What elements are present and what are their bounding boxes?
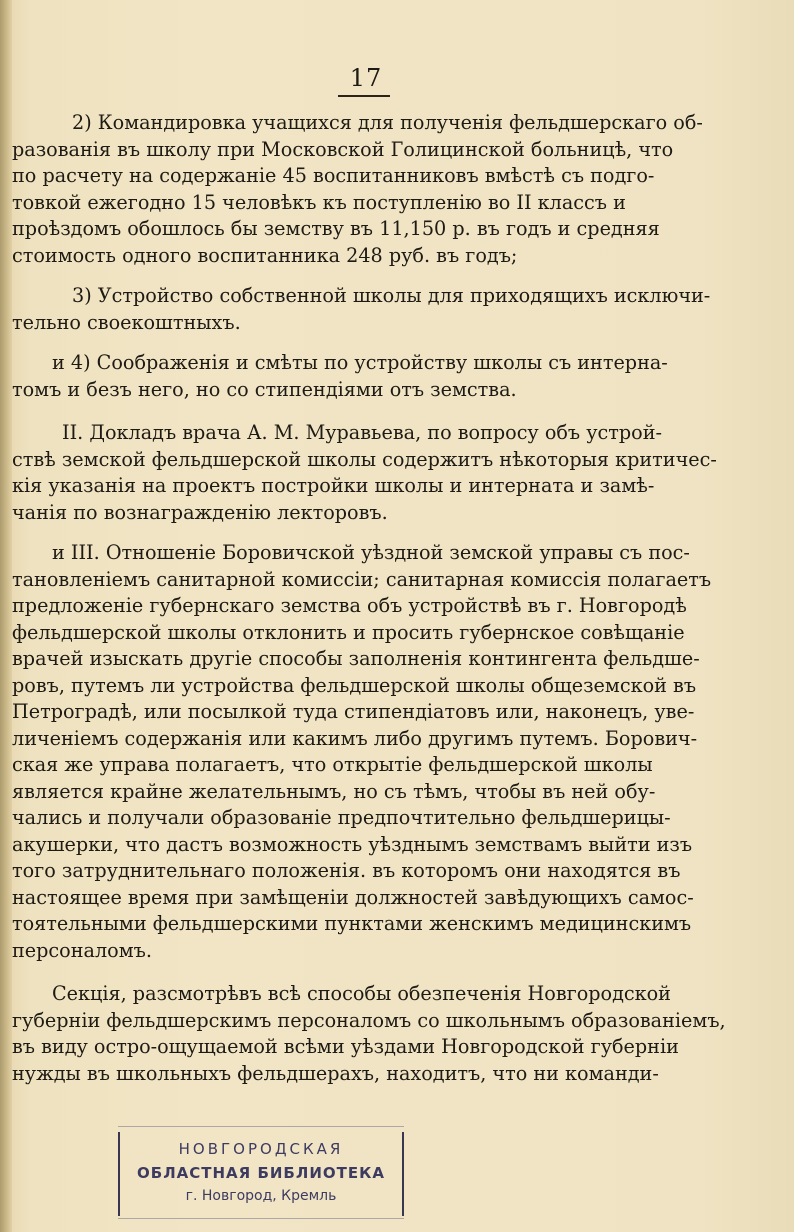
text-line: того затруднительнаго положенія. въ которомъ они находятся въ (12, 859, 681, 882)
stamp-line-3: г. Новгород, Кремль (185, 1188, 337, 1204)
text-line: врачей изыскать другіе способы заполненія контингента фельдше- (12, 647, 700, 670)
paragraph-item-4 (12, 350, 712, 403)
paragraph-section-2 (12, 420, 717, 526)
text-line: проѣздомъ обошлось бы земству въ 11,150 р. въ годъ и средняя (12, 217, 660, 240)
text-line: персоналомъ. (12, 938, 152, 962)
text-line: губерніи фельдшерскимъ персоналомъ со школьнымъ образованіемъ, (12, 1008, 726, 1032)
text-line: личеніемъ содержанія или какимъ либо другимъ путемъ. Борович- (12, 726, 698, 750)
text-line: 3) Устройство собственной школы для приходящихъ исключи- (72, 284, 711, 307)
text-line: ствѣ земской фельдшерской школы содержитъ нѣкоторыя критичес- (12, 447, 717, 471)
stamp-line-2: ОБЛАСТНАЯ БИБЛИОТЕКА (137, 1164, 385, 1182)
text-line: нужды въ школьныхъ фельдшерахъ, находитъ, что ни команди- (12, 1061, 659, 1085)
text-line: и 4) Соображенія и смѣты по устройству школы съ интерна- (52, 351, 668, 374)
text-line: предложеніе губернскаго земства объ устройствѣ въ г. Новгородѣ (12, 594, 687, 617)
text-line: ская же управа полагаетъ, что открытіе фельдшерской школы (12, 753, 653, 776)
text-line: чались и получали образованіе предпочтительно фельдшерицы- (12, 806, 671, 829)
text-line: тельно своекоштныхъ. (12, 310, 241, 334)
text-line: и III. Отношеніе Боровичской уѣздной земской управы съ пос- (52, 541, 690, 564)
page-number-rule (338, 95, 390, 97)
paragraph-item-2 (12, 110, 712, 269)
text-line: II. Докладъ врача А. М. Муравьева, по вопросу объ устрой- (62, 421, 662, 444)
text-line: кія указанія на проектъ постройки школы и интерната и замѣ- (12, 474, 655, 497)
text-line: стоимость одного воспитанника 248 руб. въ годъ; (12, 243, 518, 267)
page-number: 17 (349, 64, 383, 92)
text-line: разованія въ школу при Московской Голицинской больницѣ, что (12, 137, 674, 161)
text-line: томъ и безъ него, но со стипендіями отъ земства. (12, 377, 517, 401)
text-line: настоящее время при замѣщеніи должностей завѣдующихъ самос- (12, 885, 694, 909)
text-line: чанія по вознагражденію лекторовъ. (12, 500, 388, 524)
paragraph-section-conclusion (12, 981, 726, 1087)
paragraph-item-3 (12, 283, 712, 336)
paragraph-section-3 (12, 540, 712, 964)
page-spine-shadow (0, 0, 12, 1232)
text-line: Петроградѣ, или посылкой туда стипендіатовъ или, наконецъ, уве- (12, 700, 695, 723)
stamp-top-rule (118, 1126, 404, 1127)
text-line: фельдшерской школы отклонить и просить губернское совѣщаніе (12, 620, 685, 644)
text-line: по расчету на содержаніе 45 воспитанниковъ вмѣстѣ съ подго- (12, 164, 655, 187)
text-line: товкой ежегодно 15 человѣкъ къ поступленію во II классъ и (12, 190, 626, 214)
document-body (12, 110, 726, 1087)
text-line: тановленіемъ санитарной комиссіи; санитарная комиссія полагаетъ (12, 567, 712, 591)
text-line: Секція, разсмотрѣвъ всѣ способы обезпеченія Новгородской (52, 982, 671, 1005)
text-line: акушерки, что дастъ возможность уѣзднымъ земствамъ выйти изъ (12, 832, 693, 856)
text-line: является крайне желательнымъ, но съ тѣмъ, чтобы въ ней обу- (12, 779, 656, 803)
text-line: ровъ, путемъ ли устройства фельдшерской школы общеземской въ (12, 673, 697, 697)
stamp-line-1: НОВГОРОДСКАЯ (178, 1140, 344, 1158)
stamp-bottom-rule (118, 1218, 404, 1219)
text-line: 2) Командировка учащихся для полученія фельдшерскаго об- (72, 111, 703, 134)
text-line: въ виду остро-ощущаемой всѣми уѣздами Новгородской губерніи (12, 1035, 679, 1058)
library-stamp (118, 1132, 404, 1216)
text-line: тоятельными фельдшерскими пунктами женскимъ медицинскимъ (12, 912, 692, 935)
